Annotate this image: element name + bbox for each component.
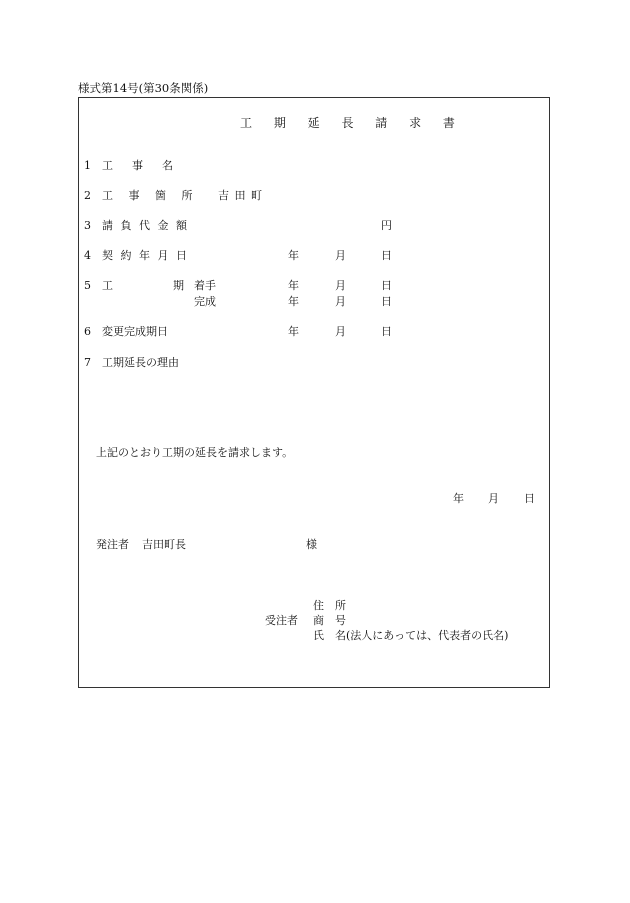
item-5-start-day: 日 bbox=[381, 279, 392, 292]
request-date-year: 年 bbox=[453, 492, 464, 505]
item-5-complete-label: 完成 bbox=[194, 295, 216, 308]
item-6-month: 月 bbox=[335, 325, 346, 338]
item-1-label: 工 事 名 bbox=[102, 159, 177, 172]
item-5-start-year: 年 bbox=[288, 279, 299, 292]
item-7-number: 7 bbox=[84, 356, 91, 369]
contractor-label: 受注者 bbox=[265, 614, 298, 627]
item-5-label-a: 工 bbox=[102, 279, 113, 292]
item-1-number: 1 bbox=[84, 159, 91, 172]
item-5-label-b: 期 bbox=[173, 279, 184, 292]
item-5-complete-month: 月 bbox=[335, 295, 346, 308]
request-date-day: 日 bbox=[524, 492, 535, 505]
item-5-start-month: 月 bbox=[335, 279, 346, 292]
contractor-trade-name-label: 商 号 bbox=[313, 614, 346, 627]
item-3-label: 請 負 代 金 額 bbox=[102, 219, 189, 232]
item-3-number: 3 bbox=[84, 219, 91, 232]
item-5-start-label: 着手 bbox=[194, 279, 216, 292]
item-6-year: 年 bbox=[288, 325, 299, 338]
item-2-value: 吉 田 町 bbox=[218, 189, 263, 202]
item-6-label: 変更完成期日 bbox=[102, 325, 168, 338]
item-4-number: 4 bbox=[84, 249, 91, 262]
item-5-complete-day: 日 bbox=[381, 295, 392, 308]
request-date-month: 月 bbox=[488, 492, 499, 505]
form-number: 様式第14号(第30条関係) bbox=[78, 81, 209, 95]
orderer-honorific: 様 bbox=[306, 538, 317, 551]
item-3-yen-unit: 円 bbox=[381, 219, 392, 232]
item-6-day: 日 bbox=[381, 325, 392, 338]
form-title: 工 期 延 長 請 求 書 bbox=[240, 116, 464, 130]
item-4-month: 月 bbox=[335, 249, 346, 262]
orderer-name: 吉田町長 bbox=[142, 538, 186, 551]
item-2-number: 2 bbox=[84, 189, 91, 202]
item-5-number: 5 bbox=[84, 279, 91, 292]
request-statement: 上記のとおり工期の延長を請求します。 bbox=[96, 446, 294, 459]
item-6-number: 6 bbox=[84, 325, 91, 338]
orderer-label: 発注者 bbox=[96, 538, 129, 551]
item-4-year: 年 bbox=[288, 249, 299, 262]
item-5-complete-year: 年 bbox=[288, 295, 299, 308]
item-4-day: 日 bbox=[381, 249, 392, 262]
item-7-label: 工期延長の理由 bbox=[102, 356, 179, 369]
item-4-label: 契 約 年 月 日 bbox=[102, 249, 189, 262]
contractor-name-label: 氏 名(法人にあっては、代表者の氏名) bbox=[313, 629, 509, 642]
item-2-label: 工 事 箇 所 bbox=[102, 189, 199, 202]
contractor-address-label: 住 所 bbox=[313, 599, 346, 612]
